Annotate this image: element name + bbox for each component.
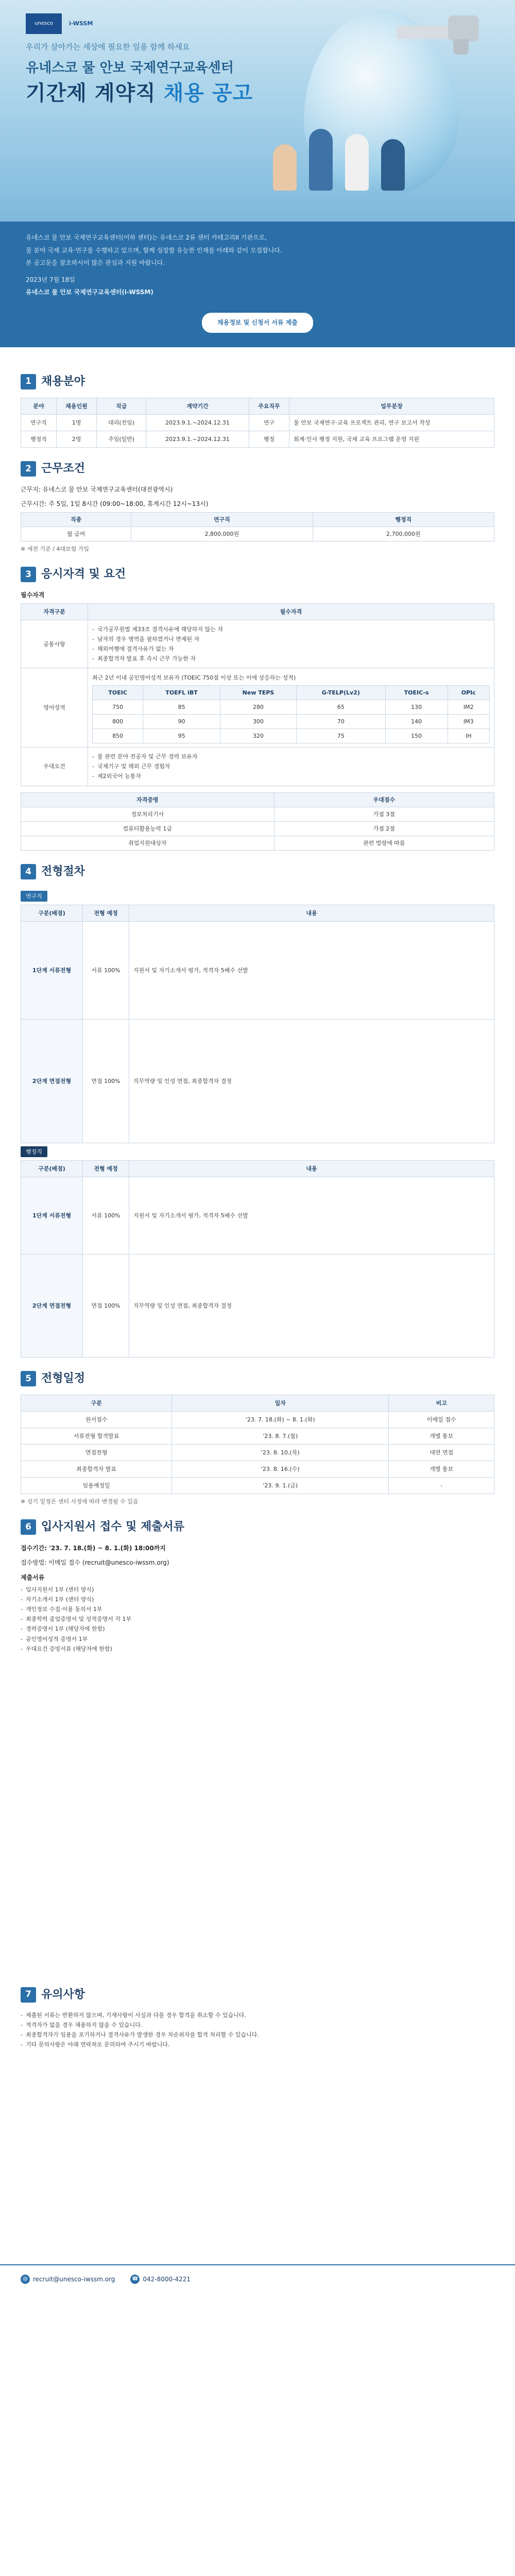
notice-line: 본 공고문을 참조하시어 많은 관심과 지원 바랍니다. bbox=[26, 259, 165, 267]
table-cell: 85 bbox=[143, 700, 220, 715]
logo-row bbox=[26, 13, 93, 34]
section-2-title bbox=[21, 460, 494, 478]
table-cell: 행정직 bbox=[21, 431, 57, 447]
table-cell: 140 bbox=[385, 715, 448, 729]
section-number: 7 bbox=[21, 1987, 36, 2003]
table-cell: 서류 100% bbox=[83, 1177, 129, 1254]
lang-text: 최근 2년 이내 공인영어성적 보유자 (TOEIC 750점 이상 또는 이에 상응하는 성적) bbox=[92, 674, 296, 682]
table-cell: 직무역량 및 인성 면접, 최종합격자 결정 bbox=[129, 1019, 494, 1143]
recruit-table bbox=[21, 398, 494, 448]
table-cell: 800 bbox=[93, 715, 143, 729]
col-header: 비고 bbox=[389, 1395, 494, 1412]
table-cell: 개별 통보 bbox=[389, 1428, 494, 1445]
section-number: 2 bbox=[21, 461, 36, 477]
table-cell: 75 bbox=[297, 729, 386, 743]
table-cell: 90 bbox=[143, 715, 220, 729]
mail-icon: @ bbox=[21, 2275, 30, 2284]
col-header: 구분(배점) bbox=[21, 905, 83, 921]
col-header: 필수자격 bbox=[88, 603, 494, 620]
apply-method: 접수방법: 이메일 접수 (recruit@unesco-iwssm.org) bbox=[21, 1559, 169, 1567]
table-cell: 280 bbox=[220, 700, 296, 715]
table-cell: 850 bbox=[93, 729, 143, 743]
list-item: - 제출된 서류는 반환하지 않으며, 기재사항이 사실과 다를 경우 합격을 취소할 수 있습니다. bbox=[21, 2011, 494, 2020]
table-cell: IM2 bbox=[448, 700, 489, 715]
hero-org: 유네스코 물 안보 국제연구교육센터 bbox=[26, 60, 234, 76]
pay-note: ※ 세전 기준 / 4대보험 가입 bbox=[21, 546, 90, 553]
table-cell: '23. 9. 1.(금) bbox=[172, 1478, 389, 1494]
pay-table bbox=[21, 512, 494, 541]
table-cell: 정보처리기사 bbox=[21, 807, 274, 821]
col-header: 행정직 bbox=[313, 513, 494, 527]
table-cell: 컴퓨터활용능력 1급 bbox=[21, 821, 274, 836]
list-item: - 개인정보 수집·이용 동의서 1부 bbox=[21, 1605, 494, 1614]
section-number: 5 bbox=[21, 1371, 36, 1386]
table-cell: 95 bbox=[143, 729, 220, 743]
table-cell: 최종합격자 발표 bbox=[21, 1461, 172, 1478]
table-cell: 가점 3점 bbox=[274, 807, 494, 821]
table-cell: 개별 통보 bbox=[389, 1461, 494, 1478]
schedule-note: ※ 상기 일정은 센터 사정에 따라 변경될 수 있음 bbox=[21, 1498, 139, 1505]
list-item: - 공인영어성적 증명서 1부 bbox=[21, 1635, 494, 1643]
notice-panel bbox=[0, 222, 515, 313]
table-cell: 대리(전임) bbox=[97, 414, 146, 431]
phone-text: 042-8000-4221 bbox=[143, 2275, 191, 2283]
col-header: 우대점수 bbox=[274, 792, 494, 807]
table-cell: 공통사항 bbox=[21, 620, 88, 668]
list-item: - 국가공무원법 제33조 결격사유에 해당하지 않는 자 bbox=[92, 625, 490, 634]
hero-title-b: 채용 공고 bbox=[163, 81, 253, 105]
section-heading: 전형일정 bbox=[41, 1371, 85, 1385]
notice-line: 물 분야 국제 교육·연구를 수행하고 있으며, 함께 성장할 유능한 인재를 아래와 같이 모집합니다. bbox=[26, 246, 282, 254]
table-cell: 물 안보 국제연구·교육 프로젝트 관리, 연구 보고서 작성 bbox=[289, 414, 494, 431]
table-cell: 70 bbox=[297, 715, 386, 729]
table-row bbox=[21, 527, 494, 541]
table-row bbox=[21, 431, 494, 447]
email-contact[interactable] bbox=[21, 2275, 115, 2284]
section-3-title bbox=[21, 566, 494, 583]
bonus-table bbox=[21, 792, 494, 851]
col-header: 구분 bbox=[21, 1395, 172, 1412]
table-cell: 행정 bbox=[249, 431, 289, 447]
col-header: 일자 bbox=[172, 1395, 389, 1412]
table-row bbox=[21, 414, 494, 431]
caution-spacer bbox=[21, 2050, 494, 2246]
table-cell: 1단계 서류전형 bbox=[21, 921, 83, 1019]
col-header: 내용 bbox=[129, 1160, 494, 1177]
people-illustration bbox=[268, 113, 422, 191]
table-row bbox=[21, 1445, 494, 1461]
table-cell: 65 bbox=[297, 700, 386, 715]
iwssm-logo: i-WSSM bbox=[69, 20, 93, 27]
tag-research: 연구직 bbox=[21, 891, 47, 902]
table-cell: '23. 8. 16.(수) bbox=[172, 1461, 389, 1478]
tag-admin: 행정직 bbox=[21, 1146, 47, 1157]
table-cell: 320 bbox=[220, 729, 296, 743]
list-item: - 적격자가 없을 경우 채용하지 않을 수 있습니다. bbox=[21, 2021, 494, 2029]
section-7-title bbox=[21, 1986, 494, 2004]
table-cell: 취업지원대상자 bbox=[21, 836, 274, 850]
list-item: - 최종학력 졸업증명서 및 성적증명서 각 1부 bbox=[21, 1615, 494, 1623]
table-cell: 지원서 및 자기소개서 평가, 적격자 5배수 선발 bbox=[129, 921, 494, 1019]
main-content bbox=[0, 347, 515, 2251]
section-4-title bbox=[21, 863, 494, 880]
docs-spacer bbox=[21, 1654, 494, 1974]
section-heading: 입사지원서 접수 및 제출서류 bbox=[41, 1520, 185, 1534]
table-row bbox=[21, 807, 494, 821]
table-cell: 2023.9.1.~2024.12.31 bbox=[146, 414, 249, 431]
work-hours: 근무시간: 주 5일, 1일 8시간 (09:00~18:00, 휴게시간 12시~13시) bbox=[21, 500, 209, 508]
table-cell: 연구직 bbox=[21, 414, 57, 431]
section-number: 1 bbox=[21, 374, 36, 389]
table-row bbox=[21, 1254, 494, 1357]
table-row bbox=[21, 1461, 494, 1478]
docs-list bbox=[21, 1585, 494, 1653]
table-cell: 2023.9.1.~2024.12.31 bbox=[146, 431, 249, 447]
table-cell: 300 bbox=[220, 715, 296, 729]
table-row bbox=[21, 836, 494, 850]
table-cell: 회계·인사 행정 지원, 국제 교육 프로그램 운영 지원 bbox=[289, 431, 494, 447]
col-header: 직급 bbox=[97, 398, 146, 414]
phone-contact[interactable] bbox=[130, 2275, 191, 2284]
section-heading: 채용분야 bbox=[41, 375, 85, 388]
table-cell: - bbox=[389, 1478, 494, 1494]
col-header: 계약기간 bbox=[146, 398, 249, 414]
table-row bbox=[93, 729, 490, 743]
col-header: 내용 bbox=[129, 905, 494, 921]
list-item: - 경력증명서 1부 (해당자에 한함) bbox=[21, 1624, 494, 1633]
table-cell: 2명 bbox=[56, 431, 96, 447]
table-row bbox=[21, 1478, 494, 1494]
list-item: - 최종합격자 발표 후 즉시 근무 가능한 자 bbox=[92, 654, 490, 663]
table-cell: 이메일 접수 bbox=[389, 1412, 494, 1428]
work-place: 근무지: 유네스코 물 안보 국제연구교육센터(대전광역시) bbox=[21, 485, 173, 493]
contact-line bbox=[21, 2275, 494, 2284]
col-header: 자격구분 bbox=[21, 603, 88, 620]
table-cell: IM3 bbox=[448, 715, 489, 729]
table-cell bbox=[88, 668, 494, 748]
notice-button-wrap bbox=[0, 313, 515, 347]
table-row bbox=[21, 1428, 494, 1445]
table-cell: '23. 8. 7.(월) bbox=[172, 1428, 389, 1445]
table-row bbox=[93, 700, 490, 715]
table-row bbox=[21, 1412, 494, 1428]
table-cell: 면접 100% bbox=[83, 1254, 129, 1357]
footer bbox=[0, 2264, 515, 2300]
faucet-illustration bbox=[397, 15, 484, 62]
table-cell: 직무역량 및 인성 면접, 최종합격자 결정 bbox=[129, 1254, 494, 1357]
table-cell: 관련 법령에 따름 bbox=[274, 836, 494, 850]
hero-banner bbox=[0, 0, 515, 222]
table-cell: 월 급여 bbox=[21, 527, 131, 541]
col-header: OPIc bbox=[448, 686, 489, 700]
col-header: 구분(배점) bbox=[21, 1160, 83, 1177]
requirement-table bbox=[21, 603, 494, 786]
col-header: 직종 bbox=[21, 513, 131, 527]
table-cell: 대면 면접 bbox=[389, 1445, 494, 1461]
schedule-table bbox=[21, 1395, 494, 1494]
table-cell: 서류 100% bbox=[83, 921, 129, 1019]
table-cell: 가점 2점 bbox=[274, 821, 494, 836]
list-item: - 남자의 경우 병역을 필하였거나 면제된 자 bbox=[92, 635, 490, 643]
list-item: - 최종합격자가 임용을 포기하거나 결격사유가 발생한 경우 차순위자를 합격 처리할 수 있습니다. bbox=[21, 2030, 494, 2039]
caution-list bbox=[21, 2011, 494, 2049]
col-header: TOEIC-s bbox=[385, 686, 448, 700]
col-header: 채용인원 bbox=[56, 398, 96, 414]
col-header: G-TELP(Lv2) bbox=[297, 686, 386, 700]
table-cell: 1단계 서류전형 bbox=[21, 1177, 83, 1254]
table-cell: 우대요건 bbox=[21, 748, 88, 786]
table-cell bbox=[88, 620, 494, 668]
section-5-title bbox=[21, 1370, 494, 1387]
table-cell: 연구 bbox=[249, 414, 289, 431]
table-row bbox=[21, 921, 494, 1019]
table-cell: 면접 100% bbox=[83, 1019, 129, 1143]
table-cell: 면접전형 bbox=[21, 1445, 172, 1461]
table-cell: '23. 8. 10.(목) bbox=[172, 1445, 389, 1461]
table-cell: 150 bbox=[385, 729, 448, 743]
section-heading: 유의사항 bbox=[41, 1988, 85, 2001]
col-header: 전형 예정 bbox=[83, 1160, 129, 1177]
unesco-logo: unesco bbox=[26, 13, 62, 34]
col-header: New TEPS bbox=[220, 686, 296, 700]
table-cell bbox=[88, 748, 494, 786]
table-cell: IH bbox=[448, 729, 489, 743]
list-item: - 제2외국어 능통자 bbox=[92, 772, 490, 781]
list-item: - 자기소개서 1부 (센터 양식) bbox=[21, 1595, 494, 1604]
col-header: 주요직무 bbox=[249, 398, 289, 414]
table-row bbox=[93, 715, 490, 729]
list-item: - 우대요건 증빙서류 (해당자에 한함) bbox=[21, 1645, 494, 1653]
table-cell: 130 bbox=[385, 700, 448, 715]
email-text: recruit@unesco-iwssm.org bbox=[33, 2275, 115, 2283]
table-cell: 2,700,000원 bbox=[313, 527, 494, 541]
list-item: - 국제기구 및 해외 근무 경험자 bbox=[92, 762, 490, 771]
process-table-admin bbox=[21, 1160, 494, 1358]
table-row bbox=[21, 1177, 494, 1254]
apply-info-button[interactable]: 채용정보 및 신청서 서류 제출 bbox=[202, 313, 313, 333]
col-header: 연구직 bbox=[131, 513, 313, 527]
phone-icon: ☎ bbox=[130, 2275, 140, 2284]
hero-title bbox=[26, 77, 253, 109]
hero-intro: 우리가 살아가는 세상에 필요한 일을 함께 하세요 bbox=[26, 42, 190, 52]
section-number: 6 bbox=[21, 1519, 36, 1535]
col-header: TOEIC bbox=[93, 686, 143, 700]
hero-title-a: 기간제 계약직 bbox=[26, 81, 156, 105]
table-cell: 1명 bbox=[56, 414, 96, 431]
col-header: 분야 bbox=[21, 398, 57, 414]
table-cell: '23. 7. 18.(화) ~ 8. 1.(화) bbox=[172, 1412, 389, 1428]
table-cell: 영어성적 bbox=[21, 668, 88, 748]
table-row bbox=[21, 821, 494, 836]
col-header: 자격증명 bbox=[21, 792, 274, 807]
table-row bbox=[21, 1019, 494, 1143]
table-row bbox=[21, 748, 494, 786]
notice-date: 2023년 7월 18일 bbox=[26, 276, 75, 283]
list-item: - 입사지원서 1부 (센터 양식) bbox=[21, 1585, 494, 1594]
table-cell: 지원서 및 자기소개서 평가, 적격자 5배수 선발 bbox=[129, 1177, 494, 1254]
list-item: - 해외여행에 결격사유가 없는 자 bbox=[92, 645, 490, 653]
col-header: 전형 예정 bbox=[83, 905, 129, 921]
list-item: - 기타 문의사항은 아래 연락처로 문의하여 주시기 바랍니다. bbox=[21, 2040, 494, 2049]
table-row bbox=[21, 620, 494, 668]
section-heading: 전형절차 bbox=[41, 865, 85, 878]
table-cell: 750 bbox=[93, 700, 143, 715]
section-1-title bbox=[21, 373, 494, 391]
notice-org: 유네스코 물 안보 국제연구교육센터(i-WSSM) bbox=[26, 289, 153, 296]
section-heading: 근무조건 bbox=[41, 462, 85, 475]
col-header: TOEFL iBT bbox=[143, 686, 220, 700]
section-number: 4 bbox=[21, 864, 36, 879]
table-cell: 2단계 면접전형 bbox=[21, 1254, 83, 1357]
section-heading: 응시자격 및 요건 bbox=[41, 568, 126, 581]
table-cell: 2단계 면접전형 bbox=[21, 1019, 83, 1143]
score-table bbox=[92, 685, 490, 743]
section-6-title bbox=[21, 1518, 494, 1536]
requirement-label: 필수자격 bbox=[21, 591, 45, 599]
table-cell: 2,800,000원 bbox=[131, 527, 313, 541]
notice-line: 유네스코 물 안보 국제연구교육센터(이하 센터)는 유네스코 2류 센터 카테고리II 기관으로, bbox=[26, 234, 267, 241]
table-row bbox=[21, 668, 494, 748]
apply-period: 접수기간: '23. 7. 18.(화) ~ 8. 1.(화) 18:00까지 bbox=[21, 1544, 166, 1552]
table-cell: 원서접수 bbox=[21, 1412, 172, 1428]
section-number: 3 bbox=[21, 567, 36, 582]
table-cell: 임용예정일 bbox=[21, 1478, 172, 1494]
docs-title: 제출서류 bbox=[21, 1573, 45, 1581]
table-cell: 서류전형 합격발표 bbox=[21, 1428, 172, 1445]
process-table-research bbox=[21, 905, 494, 1143]
col-header: 업무분장 bbox=[289, 398, 494, 414]
list-item: - 물 관련 분야 전공자 및 근무 경력 보유자 bbox=[92, 752, 490, 761]
table-cell: 주임(일반) bbox=[97, 431, 146, 447]
